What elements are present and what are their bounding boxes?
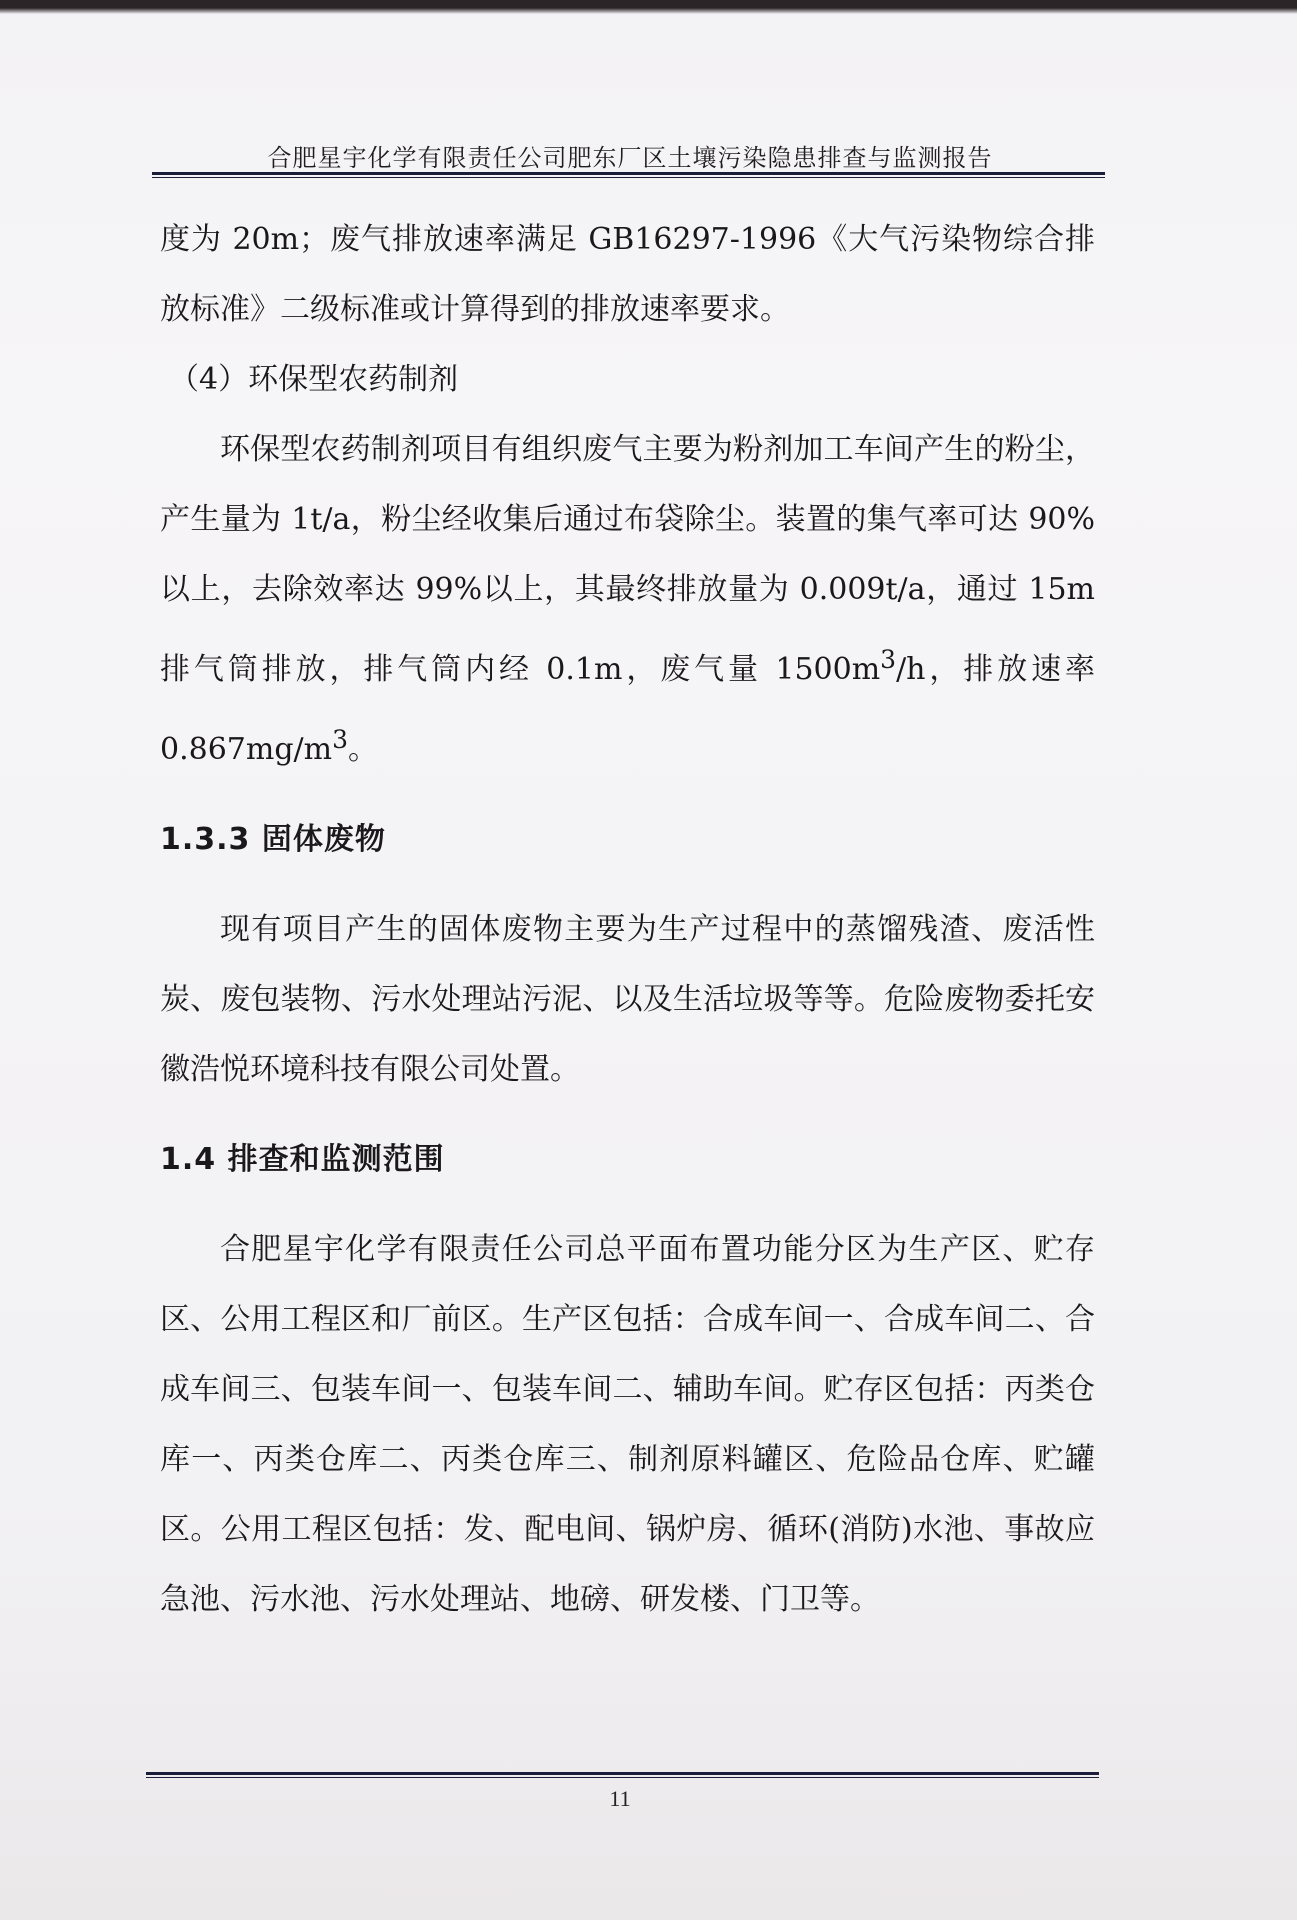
- paragraph-pesticide-part-c: 。: [348, 732, 378, 767]
- superscript-cubic-1: 3: [880, 645, 897, 674]
- subheading-pesticide: （4）环保型农药制剂: [169, 362, 459, 397]
- paragraph-solid-waste: 现有项目产生的固体废物主要为生产过程中的蒸馏残渣、废活性炭、废包装物、污水处理站污泥、以及生活垃圾等等。危险废物委托安徽浩悦环境科技有限公司处置。: [160, 912, 1095, 1087]
- paragraph-pesticide-part-a: 环保型农药制剂项目有组织废气主要为粉剂加工车间产生的粉尘，产生量为 1t/a，粉尘经收集后通过布袋除尘。装置的集气率可达 90%以上，去除效率达 99%以上，其最终排放量为 0.009t/a，通过 15m 排气筒排放，排气筒内经 0.1m，废气量 1500m: [160, 432, 1095, 687]
- header-title: 合肥星宇化学有限责任公司肥东厂区土壤污染隐患排查与监测报告: [267, 144, 993, 172]
- header-rule: [152, 172, 1105, 178]
- footer-rule: [146, 1772, 1099, 1778]
- paragraph-pesticide: [160, 415, 1095, 785]
- paragraph-scope: 合肥星宇化学有限责任公司总平面布置功能分区为生产区、贮存区、公用工程区和厂前区。生产区包括：合成车间一、合成车间二、合成车间三、包装车间一、包装车间二、辅助车间。贮存区包括：丙类仓库一、丙类仓库二、丙类仓库三、制剂原料罐区、危险品仓库、贮罐区。公用工程区包括：发、配电间、锅炉房、循环(消防)水池、事故应急池、污水池、污水处理站、地磅、研发楼、门卫等。: [160, 1232, 1095, 1617]
- page-number: 11: [609, 1786, 631, 1811]
- superscript-cubic-2: 3: [332, 725, 348, 754]
- paragraph-pesticide-part-b: /h，排放速率 0.867mg/m: [160, 652, 1095, 767]
- paragraph-continued: 度为 20m；废气排放速率满足 GB16297-1996《大气污染物综合排放标准》二级标准或计算得到的排放速率要求。: [160, 222, 1095, 327]
- section-heading-1-4: 1.4 排查和监测范围: [160, 1142, 445, 1177]
- body-text: [160, 205, 1095, 1635]
- section-heading-1-3-3: 1.3.3 固体废物: [160, 822, 386, 857]
